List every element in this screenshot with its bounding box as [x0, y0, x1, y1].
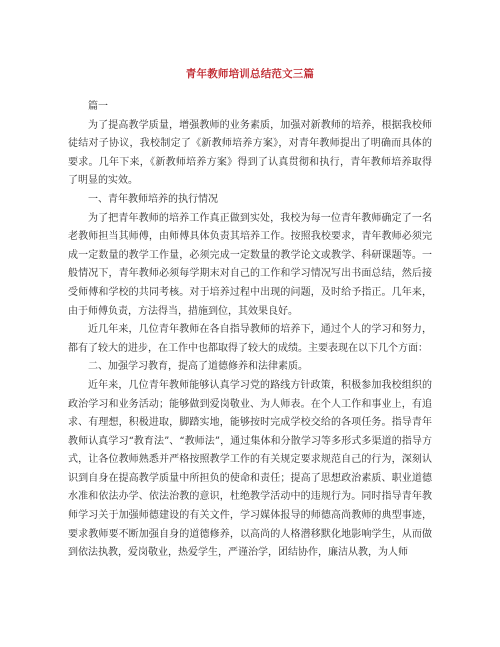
paragraph-intro: 为了提高教学质量，增强教师的业务素质，加强对新教师的培养，根据我校师徒结对子协议，我校制定了《新教师培养方案》，对青年教师提出了明确而具体的要求。几年下来，《新教师培养方案》得到了认真贯彻和执行，青年教师培养取得了明显的实效。 [68, 119, 432, 187]
paragraph-execution: 为了把青年教师的培养工作真正做到实处，我校为每一位青年教师确定了一名老教师担当其师傅，由师傅具体负责其培养工作。按照我校要求，青年教师必须完成一定数量的教学工作量，必须完成一定数量的教学论文或教学、科研课题等。一般情况下，青年教师必须每学期末对自己的工作和学习情况写出书面总结，然后接受师傅和学校的共同考核。对于培养过程中出现的问题，及时给予指正。几年来，由于师傅负责，方法得当，措施到位，其效果良好。 [68, 212, 432, 317]
paragraph-progress: 近几年来，几位青年教师在各自指导教师的培养下，通过个人的学习和努力，都有了较大的进步，在工作中也都取得了较大的成绩。主要表现在以下几个方面： [68, 324, 432, 354]
document-body [68, 98, 432, 563]
document-title: 青年教师培训总结范文三篇 [185, 68, 315, 80]
section-label: 篇一 [88, 101, 108, 112]
paragraph-study: 近年来，几位青年教师能够认真学习党的路线方针政策，积极参加我校组织的政治学习和业务活动；能够做到爱岗敬业、为人师表。在个人工作和事业上，有追求、有理想，积极进取，脚踏实地，能够按时完成学校交给的各项任务。指导青年教师认真学习“教育法”、“教师法”，通过集体和分散学习等多形式多渠道的指导方式，让各位教师熟悉并严格按照教学工作的有关规定要求规范自己的行为，深刻认识到自身在提高教学质量中所担负的使命和责任；提高了思想政治素质、职业道德水准和依法办学、依法治教的意识，杜绝教学活动中的违规行为。同时指导青年教师学习关于加强师德建设的有关文件，学习媒体报导的师德高尚教师的典型事迹，要求教师要不断加强自身的道德修养，以高尚的人格潜移默化地影响学生，从而做到依法执教，爱岗敬业，热爱学生，严谨治学，团结协作，廉洁从教，为人师 [68, 379, 432, 559]
heading-section-1: 一、青年教师培养的执行情况 [88, 193, 218, 205]
heading-section-2: 二、加强学习教育，提高了道德修养和法律素质。 [88, 361, 308, 373]
